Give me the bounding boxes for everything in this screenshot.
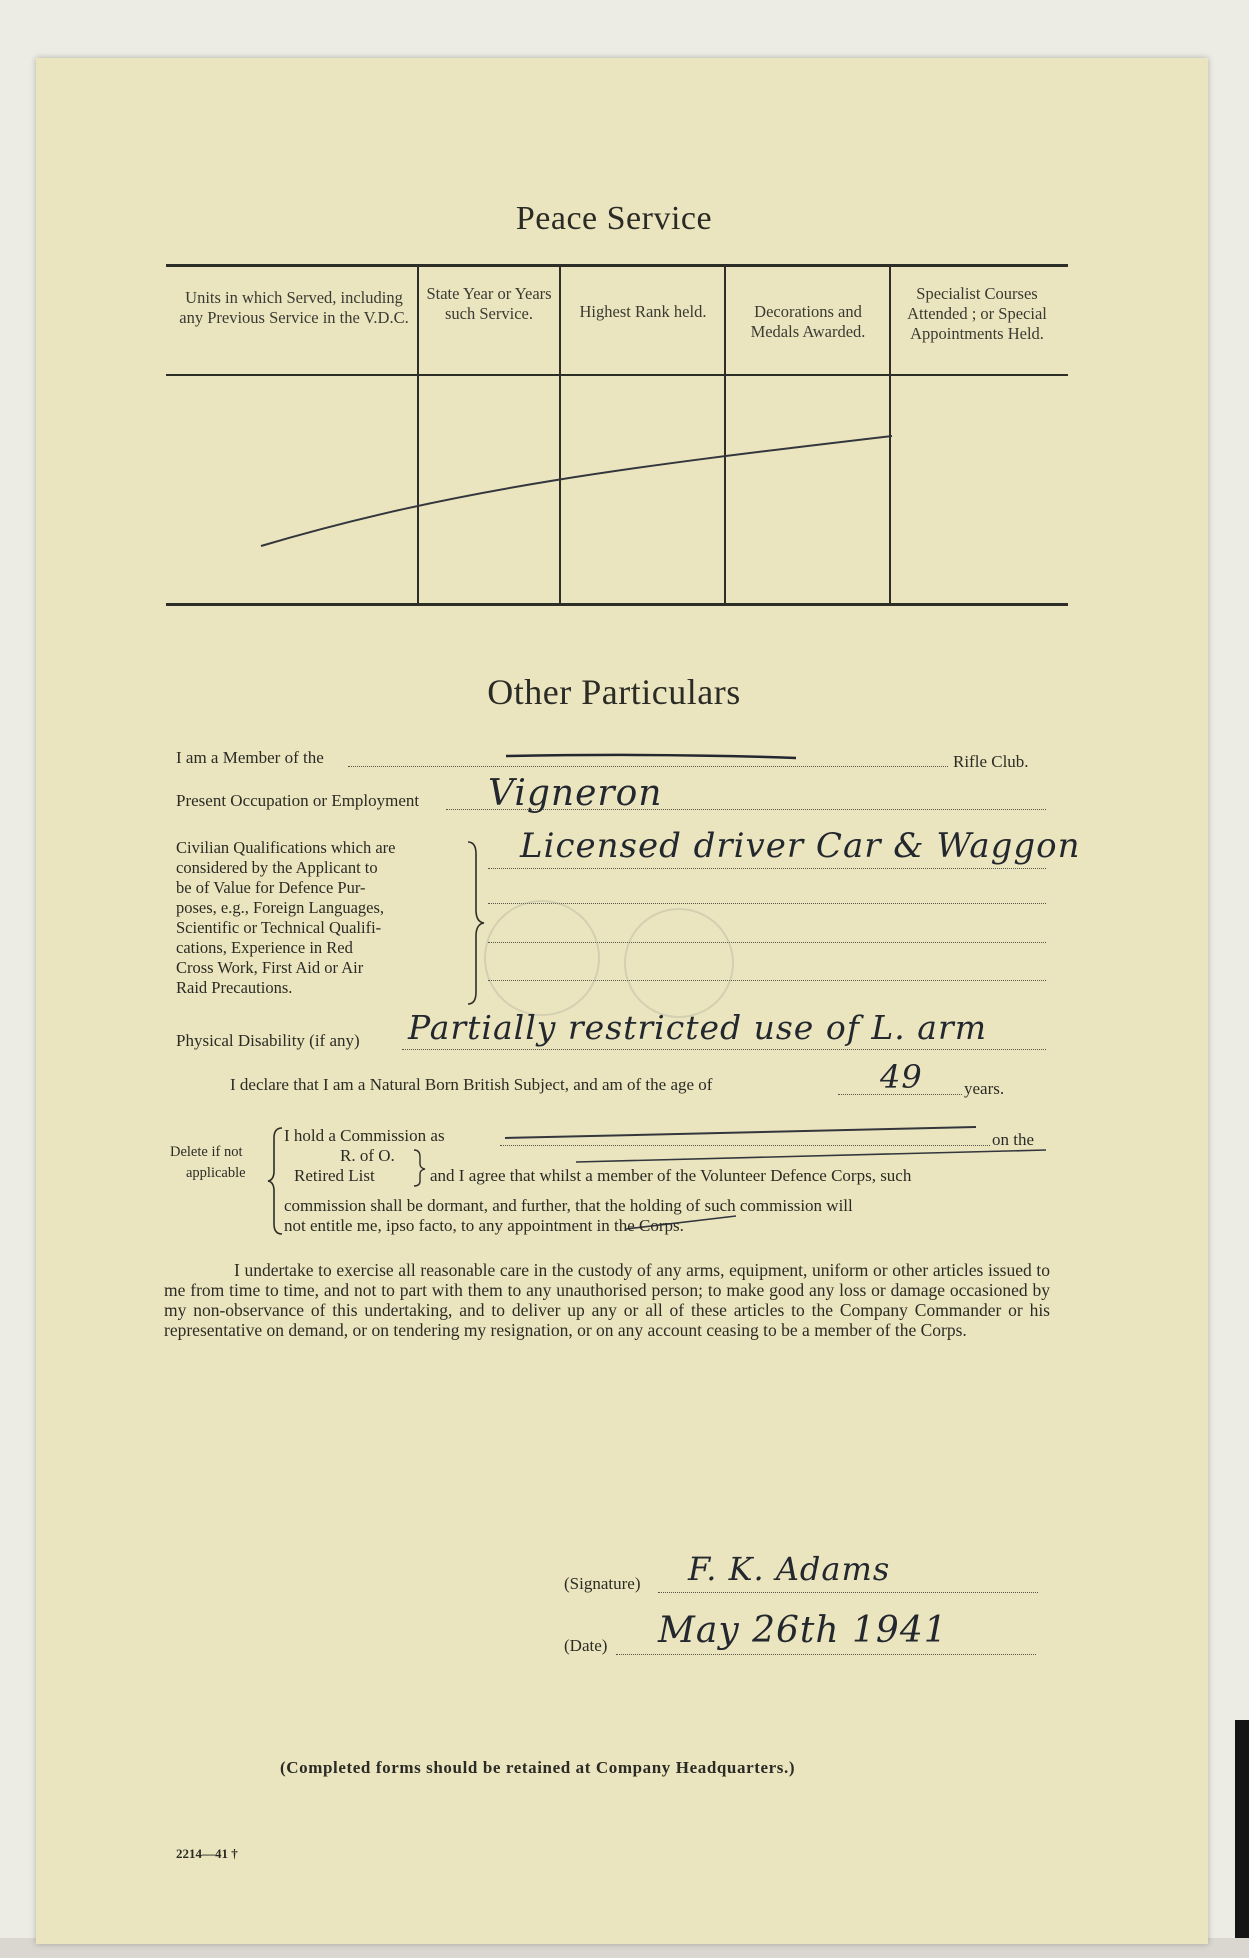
- collection-stamp-logo: [484, 900, 600, 1016]
- date-label: (Date): [564, 1636, 608, 1655]
- column-header-years: State Year or Years such Service.: [426, 284, 552, 323]
- delete-note-line: Delete if not: [170, 1144, 243, 1160]
- column-header-decorations: Decorations and Medals Awarded.: [750, 302, 866, 341]
- column-header-units: Units in which Served, including any Previous Service in the V.D.C.: [179, 288, 409, 327]
- commission-text: and I agree that whilst a member of the Volunteer Defence Corps, such: [430, 1166, 912, 1185]
- collection-stamp-logo: [624, 908, 734, 1018]
- date-field-line[interactable]: [616, 1654, 1036, 1655]
- civilian-qualifications-value: Licensed driver Car & Waggon: [520, 826, 1081, 866]
- disability-label: Physical Disability (if any): [176, 1031, 360, 1050]
- civilian-label-line: Raid Precautions.: [176, 978, 293, 997]
- disability-field-line[interactable]: [402, 1049, 1046, 1050]
- column-header-rank: Highest Rank held.: [579, 302, 707, 321]
- commission-retired-list: Retired List: [294, 1166, 375, 1185]
- commission-brace: [266, 1126, 286, 1236]
- civilian-label-line: poses, e.g., Foreign Languages,: [176, 898, 385, 917]
- commission-ro: R. of O.: [340, 1146, 395, 1165]
- age-value: 49: [880, 1058, 923, 1096]
- civilian-label-line: Cross Work, First Aid or Air: [176, 958, 364, 977]
- table-strike-line: [36, 58, 1208, 1944]
- signature-label: (Signature): [564, 1574, 641, 1593]
- undertaking-paragraph: I undertake to exercise all reasonable care in the custody of any arms, equipment, uniform or other articles issued to me from time to time, and not to part with them to any unauthorised person; to make good any loss or damage occasioned by my non-observance of this undertaking, and to deliver up any or all of these articles to the Company Commander or his representative on demand, or on tendering my resignation, or on any account ceasing to be a member of the Corps.: [164, 1260, 1050, 1340]
- civilian-field-line[interactable]: [488, 868, 1046, 869]
- civilian-qualifications-label: [176, 838, 476, 998]
- delete-note-line: applicable: [186, 1165, 246, 1181]
- footer-note: (Completed forms should be retained at Company Headquarters.): [280, 1758, 796, 1777]
- civilian-label-line: cations, Experience in Red: [176, 938, 353, 957]
- civilian-label-line: be of Value for Defence Pur-: [176, 878, 366, 897]
- civilian-label-line: considered by the Applicant to: [176, 858, 378, 877]
- occupation-value: Vigneron: [488, 773, 663, 814]
- civilian-field-line[interactable]: [488, 903, 1046, 904]
- form-number: 2214—41 †: [176, 1846, 238, 1861]
- civilian-label-line: Civilian Qualifications which are: [176, 838, 396, 857]
- years-label: years.: [964, 1079, 1005, 1098]
- column-header-specialist: Specialist Courses Attended ; or Special Appointments Held.: [907, 284, 1047, 343]
- commission-text: not entitle me, ipso facto, to any appointment in the Corps.: [284, 1216, 684, 1235]
- disability-value: Partially restricted use of L. arm: [408, 1008, 988, 1047]
- age-declaration-label: I declare that I am a Natural Born British Subject, and am of the age of: [230, 1075, 713, 1094]
- form-sheet: [36, 58, 1208, 1944]
- section-title-peace-service: Peace Service: [515, 200, 713, 237]
- backdrop-edge: [1235, 1720, 1249, 1958]
- signature-field-line[interactable]: [658, 1592, 1038, 1593]
- commission-field-line[interactable]: [500, 1145, 990, 1146]
- retired-brace: [412, 1148, 428, 1188]
- occupation-label: Present Occupation or Employment: [176, 791, 420, 810]
- civilian-label-line: Scientific or Technical Qualifi-: [176, 918, 382, 937]
- member-label: I am a Member of the: [176, 748, 324, 767]
- commission-on-the: on the: [992, 1130, 1035, 1149]
- rifle-club-label: Rifle Club.: [953, 752, 1029, 771]
- commission-text: commission shall be dormant, and further, that the holding of such commission will: [284, 1196, 853, 1215]
- civilian-brace: [464, 840, 486, 1006]
- section-title-other-particulars: Other Particulars: [487, 672, 741, 712]
- signature-value: F. K. Adams: [688, 1550, 891, 1588]
- commission-label: I hold a Commission as: [284, 1126, 445, 1145]
- member-field-line[interactable]: [348, 766, 948, 767]
- date-value: May 26th 1941: [658, 1610, 948, 1651]
